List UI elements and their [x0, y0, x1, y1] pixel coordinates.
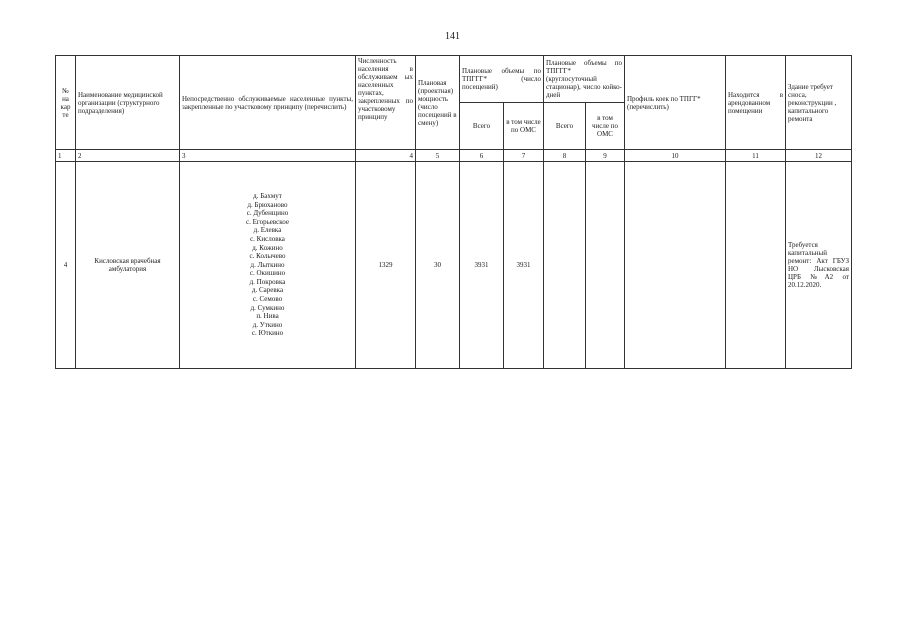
header-beds-oms: в том числе по ОМС [586, 103, 625, 150]
row-settlements [180, 162, 356, 369]
column-number: 3 [180, 150, 356, 162]
row-org-name: Кисловская врачебная амбулатория [76, 162, 180, 369]
column-number: 1 [56, 150, 76, 162]
settlement-item: д. Елевка [253, 226, 282, 235]
settlement-item: д. Покровка [249, 277, 286, 286]
header-rented: Находится в арендованном помещении [726, 56, 786, 150]
column-number: 9 [586, 150, 625, 162]
settlement-item: с. Колычево [249, 252, 286, 261]
settlement-item: с. Юткино [251, 329, 284, 338]
settlement-item: д. Сумкино [250, 303, 285, 312]
settlement-item: с. Кисловка [250, 234, 285, 243]
page-number: 141 [445, 31, 460, 42]
column-number: 5 [416, 150, 460, 162]
row-capacity: 30 [416, 162, 460, 369]
column-number: 7 [504, 150, 544, 162]
header-row-1 [56, 56, 852, 103]
header-planned-beds: Плановые объемы по ТПГГГ* (круглосуточный стационар), число койко-дней [544, 56, 625, 103]
settlement-item: с. Егорьевское [246, 217, 289, 226]
column-number-row [56, 150, 852, 162]
facility-table [55, 55, 852, 369]
settlement-item: с. Семово [252, 295, 283, 304]
row-rented [726, 162, 786, 369]
column-number: 2 [76, 150, 180, 162]
header-building: Здание требует сноса, реконструкции , капитального ремонта [786, 56, 852, 150]
header-bed-profile: Профиль коек по ТПГГ* (перечислить) [625, 56, 726, 150]
row-building: Требуется капитальный ремонт: Акт ГБУЗ НО Лысковская ЦРБ №А2 от 20.12.2020. [786, 162, 852, 369]
column-number: 8 [544, 150, 586, 162]
header-org-name: Наименование медицинской организации (структурного подразделения) [76, 56, 180, 150]
column-number: 10 [625, 150, 726, 162]
column-number: 4 [356, 150, 416, 162]
settlement-item: с. Дубенщино [246, 209, 289, 218]
row-visits-total: 3931 [460, 162, 504, 369]
table-row [56, 162, 852, 369]
settlement-item: д. Брюханово [247, 200, 288, 209]
settlement-item: д. Саревка [251, 286, 284, 295]
row-bed-profile [625, 162, 726, 369]
row-num: 4 [56, 162, 76, 369]
settlement-item: п. Нива [256, 312, 279, 321]
row-population: 1329 [356, 162, 416, 369]
settlement-item: д. Лыткино [250, 260, 285, 269]
header-visits-oms: в том числе по ОМС [504, 103, 544, 150]
header-beds-total: Всего [544, 103, 586, 150]
row-beds-total [544, 162, 586, 369]
column-number: 12 [786, 150, 852, 162]
row-visits-oms: 3931 [504, 162, 544, 369]
header-capacity: Плановая (проектная) мощность (число посещений в смену) [416, 56, 460, 150]
settlement-item: с. Окишино [249, 269, 286, 278]
row-beds-oms [586, 162, 625, 369]
header-visits-total: Всего [460, 103, 504, 150]
column-number: 6 [460, 150, 504, 162]
settlement-item: д. Бахмут [253, 191, 282, 200]
header-population: Численность населения в обслуживаем ых населенных пунктах, закрепленных по участковому принципу [356, 56, 416, 150]
column-number: 11 [726, 150, 786, 162]
settlement-item: д. Уткино [252, 320, 283, 329]
header-planned-visits: Плановые объемы по ТПГГГ* (число посещений) [460, 56, 544, 103]
settlement-item: д. Кожино [252, 243, 283, 252]
header-settlements: Непосредственно обслуживаемые населенные пункты, закрепленные по участковому принципу (перечислить) [180, 56, 356, 150]
header-num: № на кар те [56, 56, 76, 150]
